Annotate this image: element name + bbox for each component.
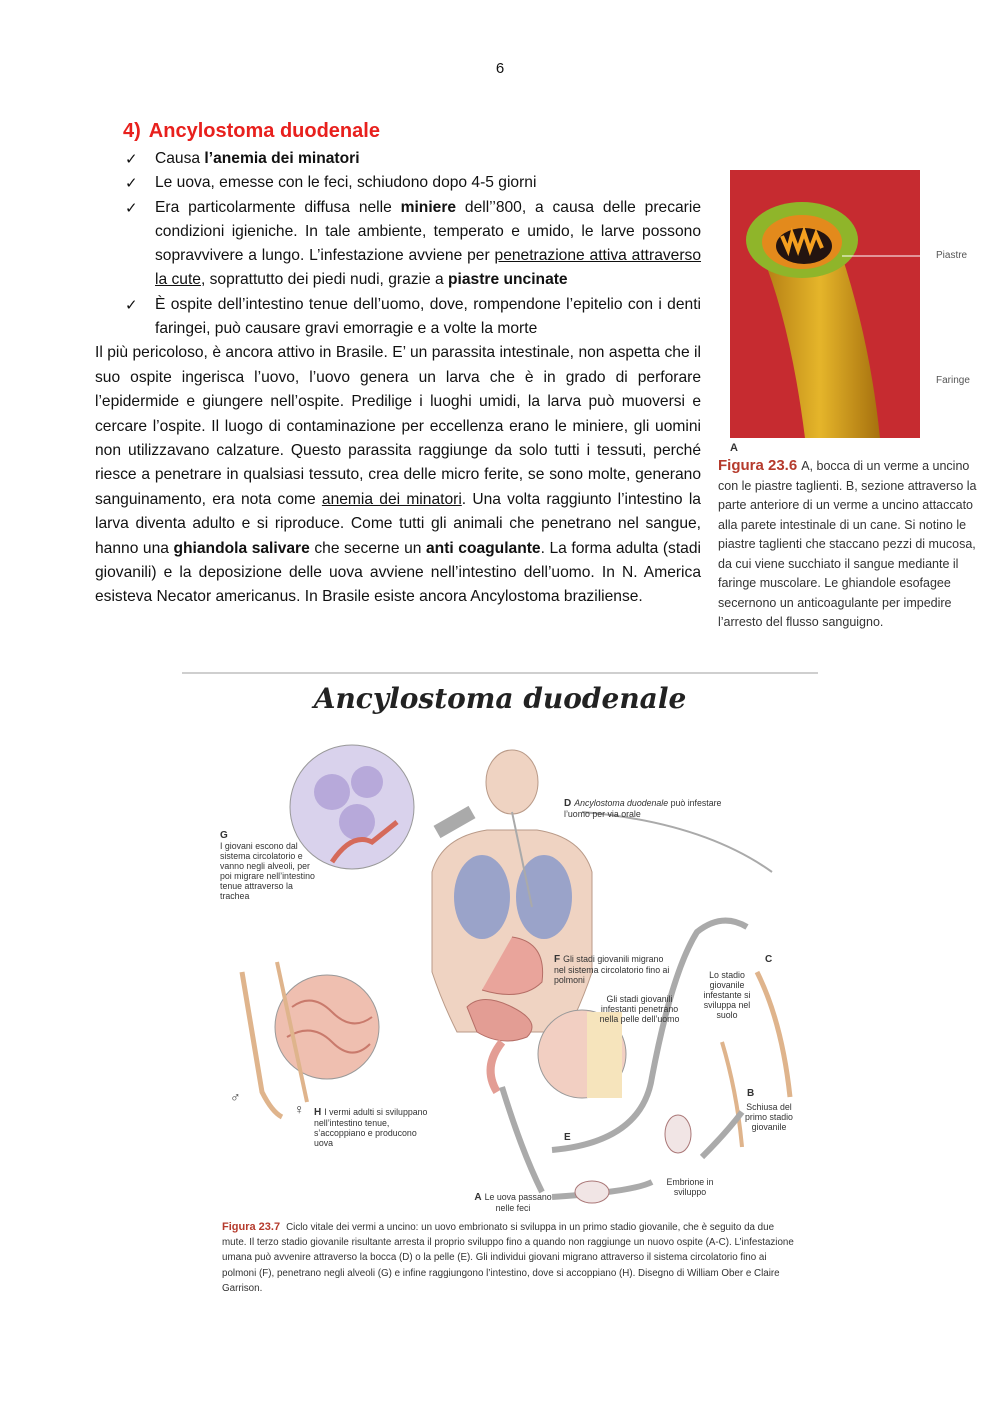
section-number: 4): [123, 120, 141, 142]
label-d: D Ancylostoma duodenale può infestare l’uomo per via orale: [564, 798, 722, 819]
figure-number: Figura 23.7: [222, 1221, 281, 1233]
bullet-item: ✓ Era particolarmente diffusa nelle miniere dell’’800, a causa delle precarie condizioni igieniche. In tale ambiente, temperato e umido, le larve possono sopravvivere a lungo. L’infestazione avviene per penetrazione attiva attraverso la cute, soprattutto dei piedi nudi, grazie a piastre uncinate: [125, 196, 701, 293]
figure-23-6: [718, 170, 988, 633]
checkmark-icon: ✓: [125, 198, 138, 217]
label-g: G I giovani escono dal sistema circolatorio e vanno negli alveoli, per poi migrare nell’intestino tenue attraverso la trachea: [220, 830, 315, 901]
life-cycle-diagram: [182, 672, 818, 1232]
checkmark-icon: ✓: [125, 174, 138, 193]
bullet-item: ✓ Causa l’anemia dei minatori: [125, 147, 701, 171]
checkmark-icon: ✓: [125, 150, 138, 168]
hookworm-mouth-image: [730, 170, 970, 438]
figure-caption: Figura 23.6 A, bocca di un verme a uncino con le piastre taglienti. B, sezione attraverso la parte anteriore di un verme a uncino attaccato alla parete intestinale di un cane. Si notino le piastre taglienti che staccano pezzi di mucosa, da cui viene succhiato il sangue mediante il faringe muscolare. Le ghiandole esofagee secernono un anticoagulante per impedire l’arresto del flusso sanguigno.: [718, 457, 977, 629]
label-e-letter: E: [564, 1132, 571, 1143]
diagram-title: Ancylostoma duodenale: [313, 682, 687, 715]
label-faringe: Faringe: [936, 375, 970, 386]
label-a: A Le uova passano nelle feci: [474, 1192, 552, 1213]
label-piastre: Piastre: [936, 250, 968, 261]
panel-label: A: [730, 442, 738, 454]
hookworm-head-illustration: [730, 170, 920, 438]
label-infest: Gli stadi giovanili infestanti penetrano nella pelle dell’uomo: [599, 994, 680, 1024]
label-c-letter: C: [765, 954, 773, 965]
figure-number: Figura 23.6: [718, 457, 798, 474]
female-symbol-icon: ♀: [294, 1101, 305, 1117]
section-title: [123, 120, 701, 143]
male-symbol-icon: ♂: [230, 1089, 241, 1105]
label-c: Lo stadio giovanile infestante si sviluppa nel suolo: [703, 970, 751, 1020]
label-f: F Gli stadi giovanili migrano nel sistema circolatorio fino ai polmoni: [554, 954, 670, 985]
life-cycle-illustration: [182, 672, 818, 1232]
body-paragraph: Il più pericoloso, è ancora attivo in Brasile. E’ un parassita intestinale, non aspetta che il suo ospite ingerisca l’uovo, l’uovo genera un larva che è in grado di perforare l’epidermide e giungere nell’ospite. Predilige i luoghi umidi, la larva può muoversi e cercare l’ospite. Il luogo di contaminazione per eccellenza erano le miniere, gli uomini non utilizzavano calzature. Questo parassita raggiunge da solo tutti i tessuti, perché riesce a penetrare in qualsiasi tessuto, crea delle micro ferite, se sono molte, generano sanguinamento, era nota come anemia dei minatori. Una volta raggiunto l’intestino la larva diventa adulto e si riproduce. Come tutti gli animali che penetrano nel sangue, hanno una ghiandola salivare che secerne un anti coagulante. La forma adulta (stadi giovanili) e la deposizione delle uova avviene nell’intestino dell’uomo. In N. America esisteva Necator americanus. In Brasile esiste ancora Ancylostoma braziliense.: [95, 344, 701, 606]
bullet-item: ✓ Le uova, emesse con le feci, schiudono dopo 4-5 giorni: [125, 171, 701, 195]
section-ancylostoma: [95, 120, 701, 610]
label-b-letter: B: [747, 1088, 755, 1099]
figure-23-7-caption: Figura 23.7 Ciclo vitale dei vermi a uncino: un uovo embrionato si sviluppa in un primo stadio giovanile, che è seguito da due mute. Il terzo stadio giovanile risultante arresta il proprio sviluppo fino a quando non raggiunge un nuovo ospite (A-C). L’infestazione umana può avvenire attraverso la bocca (D) o la pelle (E). Gli individui giovani migrano attraverso il sistema circolatorio fino ai polmoni (F), penetrano negli alveoli (G) e infine raggiungono l’intestino, dove si accoppiano (H). Disegno di William Ober e Claire Garrison.: [222, 1221, 794, 1294]
figure-labels: [930, 170, 1000, 438]
page-number: 6: [495, 60, 505, 77]
checkmark-icon: ✓: [125, 295, 138, 314]
label-h: H I vermi adulti si sviluppano nell’intestino tenue, s’accoppiano e producono uova: [314, 1107, 428, 1148]
bullet-item: ✓ È ospite dell’intestino tenue dell’uomo, dove, rompendone l’epitelio con i denti faringei, può causare gravi emorragie e a volte la morte: [125, 293, 701, 342]
bullet-list: [95, 147, 701, 341]
section-title-text: Ancylostoma duodenale: [148, 120, 380, 142]
label-embrione: Embrione in sviluppo: [666, 1177, 714, 1197]
label-b: Schiusa del primo stadio giovanile: [745, 1102, 793, 1132]
